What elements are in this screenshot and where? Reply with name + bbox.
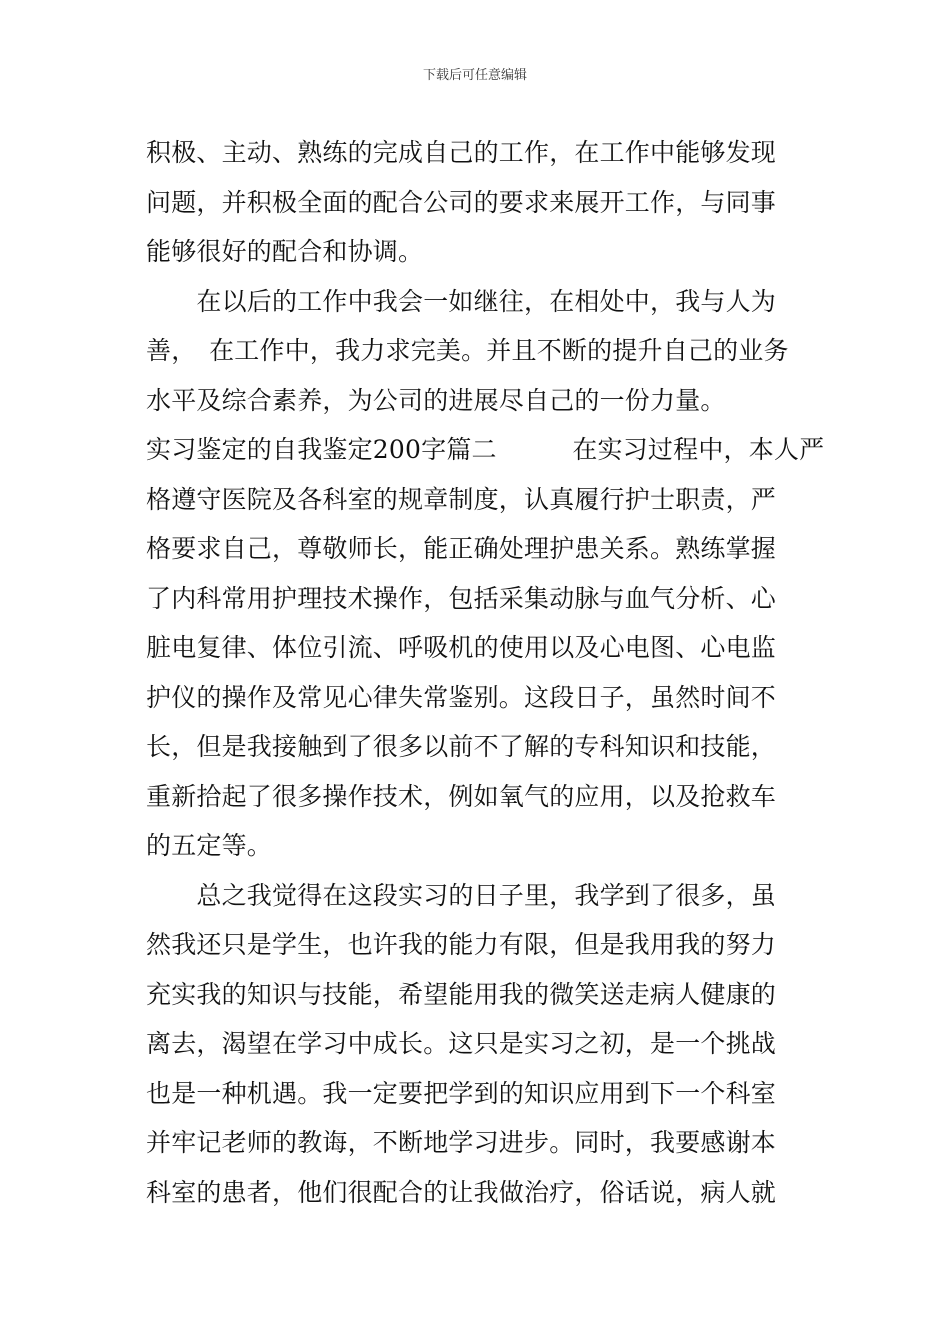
text-line: 离去，渴望在学习中成长。这只是实习之初，是一个挑战 — [146, 1029, 777, 1058]
text-line: 问题，并积极全面的配合公司的要求来展开工作，与同事 — [146, 187, 777, 217]
document-body — [146, 128, 826, 1217]
text-line: 能够很好的配合和协调。 — [146, 237, 424, 266]
text-line: 格遵守医院及各科室的规章制度，认真履行护士职责，严 — [146, 484, 777, 514]
text-line: 也是一种机遇。我一定要把学到的知识应用到下一个科室 — [146, 1078, 777, 1108]
text-line: 善， 在工作中，我力求完美。并且不断的提升自己的业务 — [146, 336, 789, 365]
text-line: 水平及综合素养，为公司的进展尽自己的一份力量。 — [146, 385, 726, 415]
page-header: 下载后可任意编辑 — [422, 68, 527, 83]
text-line: 科室的患者，他们很配合的让我做治疗，俗话说，病人就 — [146, 1177, 777, 1207]
text-line: 并牢记老师的教诲，不断地学习进步。同时，我要感谢本 — [146, 1128, 777, 1157]
text-line: 在以后的工作中我会一如继往，在相处中，我与人为 — [146, 286, 777, 316]
text-line: 积极、主动、熟练的完成自己的工作，在工作中能够发现 — [146, 138, 777, 167]
text-line: 了内科常用护理技术操作，包括采集动脉与血气分析、心 — [146, 583, 777, 613]
section-heading-line: 实习鉴定的自我鉴定200字篇二 在实习过程中，本人严 — [146, 435, 825, 464]
text-line: 格要求自己，尊敬师长，能正确处理护患关系。熟练掌握 — [146, 534, 777, 563]
text-line: 总之我觉得在这段实习的日子里，我学到了很多，虽 — [146, 880, 777, 910]
text-line: 重新拾起了很多操作技术，例如氧气的应用，以及抢救车 — [146, 781, 777, 811]
text-line: 长，但是我接触到了很多以前不了解的专科知识和技能， — [146, 732, 777, 761]
text-line: 的五定等。 — [146, 831, 273, 860]
text-line: 充实我的知识与技能，希望能用我的微笑送走病人健康的 — [146, 979, 777, 1009]
text-line: 然我还只是学生，也许我的能力有限，但是我用我的努力 — [146, 930, 777, 959]
text-line: 护仪的操作及常见心律失常鉴别。这段日子，虽然时间不 — [146, 682, 777, 712]
text-line: 脏电复律、体位引流、呼吸机的使用以及心电图、心电监 — [146, 633, 777, 662]
